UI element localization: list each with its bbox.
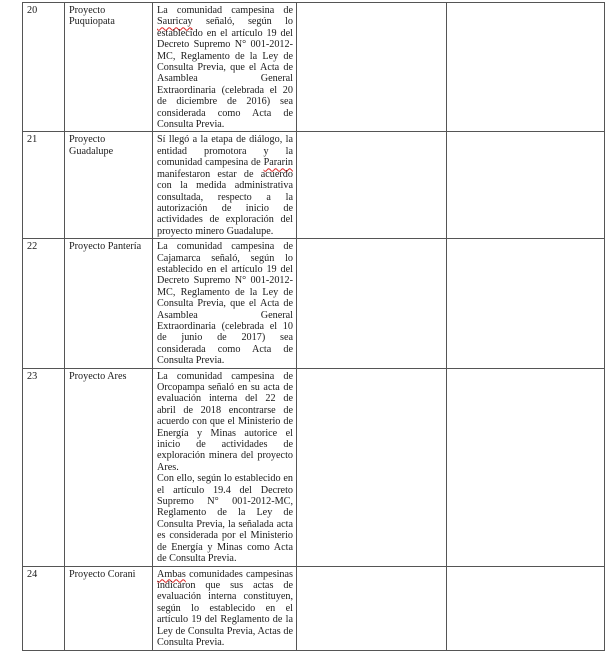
consultation-table (22, 2, 605, 651)
empty-cell (447, 368, 605, 566)
project-name: Proyecto Pantería (65, 239, 153, 368)
table-row (23, 132, 605, 239)
project-name: Proyecto Ares (65, 368, 153, 566)
description-text: manifestaron estar de acuerdo con la medida administrativa consultada, respecto a la autorización de inicio de actividades de exploración del proyecto minero Guadalupe. (157, 168, 293, 237)
project-name: Proyecto Puquiopata (65, 3, 153, 132)
spellcheck-marked-word: Sauricay (157, 16, 193, 28)
row-number: 22 (23, 239, 65, 368)
row-number: 21 (23, 132, 65, 239)
empty-cell (297, 368, 447, 566)
row-number: 20 (23, 3, 65, 132)
empty-cell (447, 3, 605, 132)
row-number: 24 (23, 566, 65, 650)
empty-cell (447, 132, 605, 239)
empty-cell (447, 566, 605, 650)
description-text: La comunidad campesina de Cajamarca señaló, según lo establecido en el artículo 19 del Decreto Supremo N° 001-2012-MC, Reglamento de la Ley de Consulta Previa, que el Acta de Asamblea General Extraordinaria (celebrada el 10 de junio de 2017) sea considerada como Acta de Consulta Previa. (157, 241, 293, 367)
table-row (23, 239, 605, 368)
table-row (23, 3, 605, 132)
description-text: La comunidad campesina de (157, 5, 293, 16)
empty-cell (297, 3, 447, 132)
row-number: 23 (23, 368, 65, 566)
project-name: Proyecto Corani (65, 566, 153, 650)
consultation-description (153, 3, 297, 132)
consultation-description (153, 566, 297, 650)
description-text: señaló, según lo establecido en el artículo 19 del Decreto Supremo N° 001-2012-MC, Reglamento de la Ley de Consulta Previa, que el Acta de Asamblea General Extraordinaria (celebrada el 20 de diciembre de 2016) sea considerada como Acta de Consulta Previa. (157, 16, 293, 131)
description-paragraph: La comunidad campesina de Orcopampa señaló en su acta de evaluación interna del 22 de abril de 2018 encontrarse de acuerdo con que el Ministerio de Energía y Minas autorice el inicio de actividades de exploración minera del proyecto Ares. (157, 370, 293, 473)
project-name: Proyecto Guadalupe (65, 132, 153, 239)
description-text: Sí llegó a la etapa de diálogo, la entidad promotora y la comunidad campesina de (157, 134, 293, 169)
description-text: comunidades campesinas indicaron que sus actas de evaluación interna constituyen, según lo establecido en el artículo 19 del Reglamento de la Ley de Consulta Previa, Actas de Consulta Previa. (157, 568, 293, 648)
table-row (23, 368, 605, 566)
consultation-description (153, 239, 297, 368)
empty-cell (297, 566, 447, 650)
consultation-description (153, 132, 297, 239)
empty-cell (447, 239, 605, 368)
empty-cell (297, 132, 447, 239)
consultation-description (153, 368, 297, 566)
empty-cell (297, 239, 447, 368)
description-paragraph: Con ello, según lo establecido en el artículo 19.4 del Decreto Supremo N° 001-2012-MC, Reglamento de la Ley de Consulta Previa, la señalada acta es considerada por el Ministerio de Energía y Minas como Acta de Consulta Previa. (157, 473, 293, 565)
table-row (23, 566, 605, 650)
spellcheck-marked-word: Pararin (263, 157, 293, 169)
spellcheck-marked-word: Ambas (157, 568, 186, 580)
